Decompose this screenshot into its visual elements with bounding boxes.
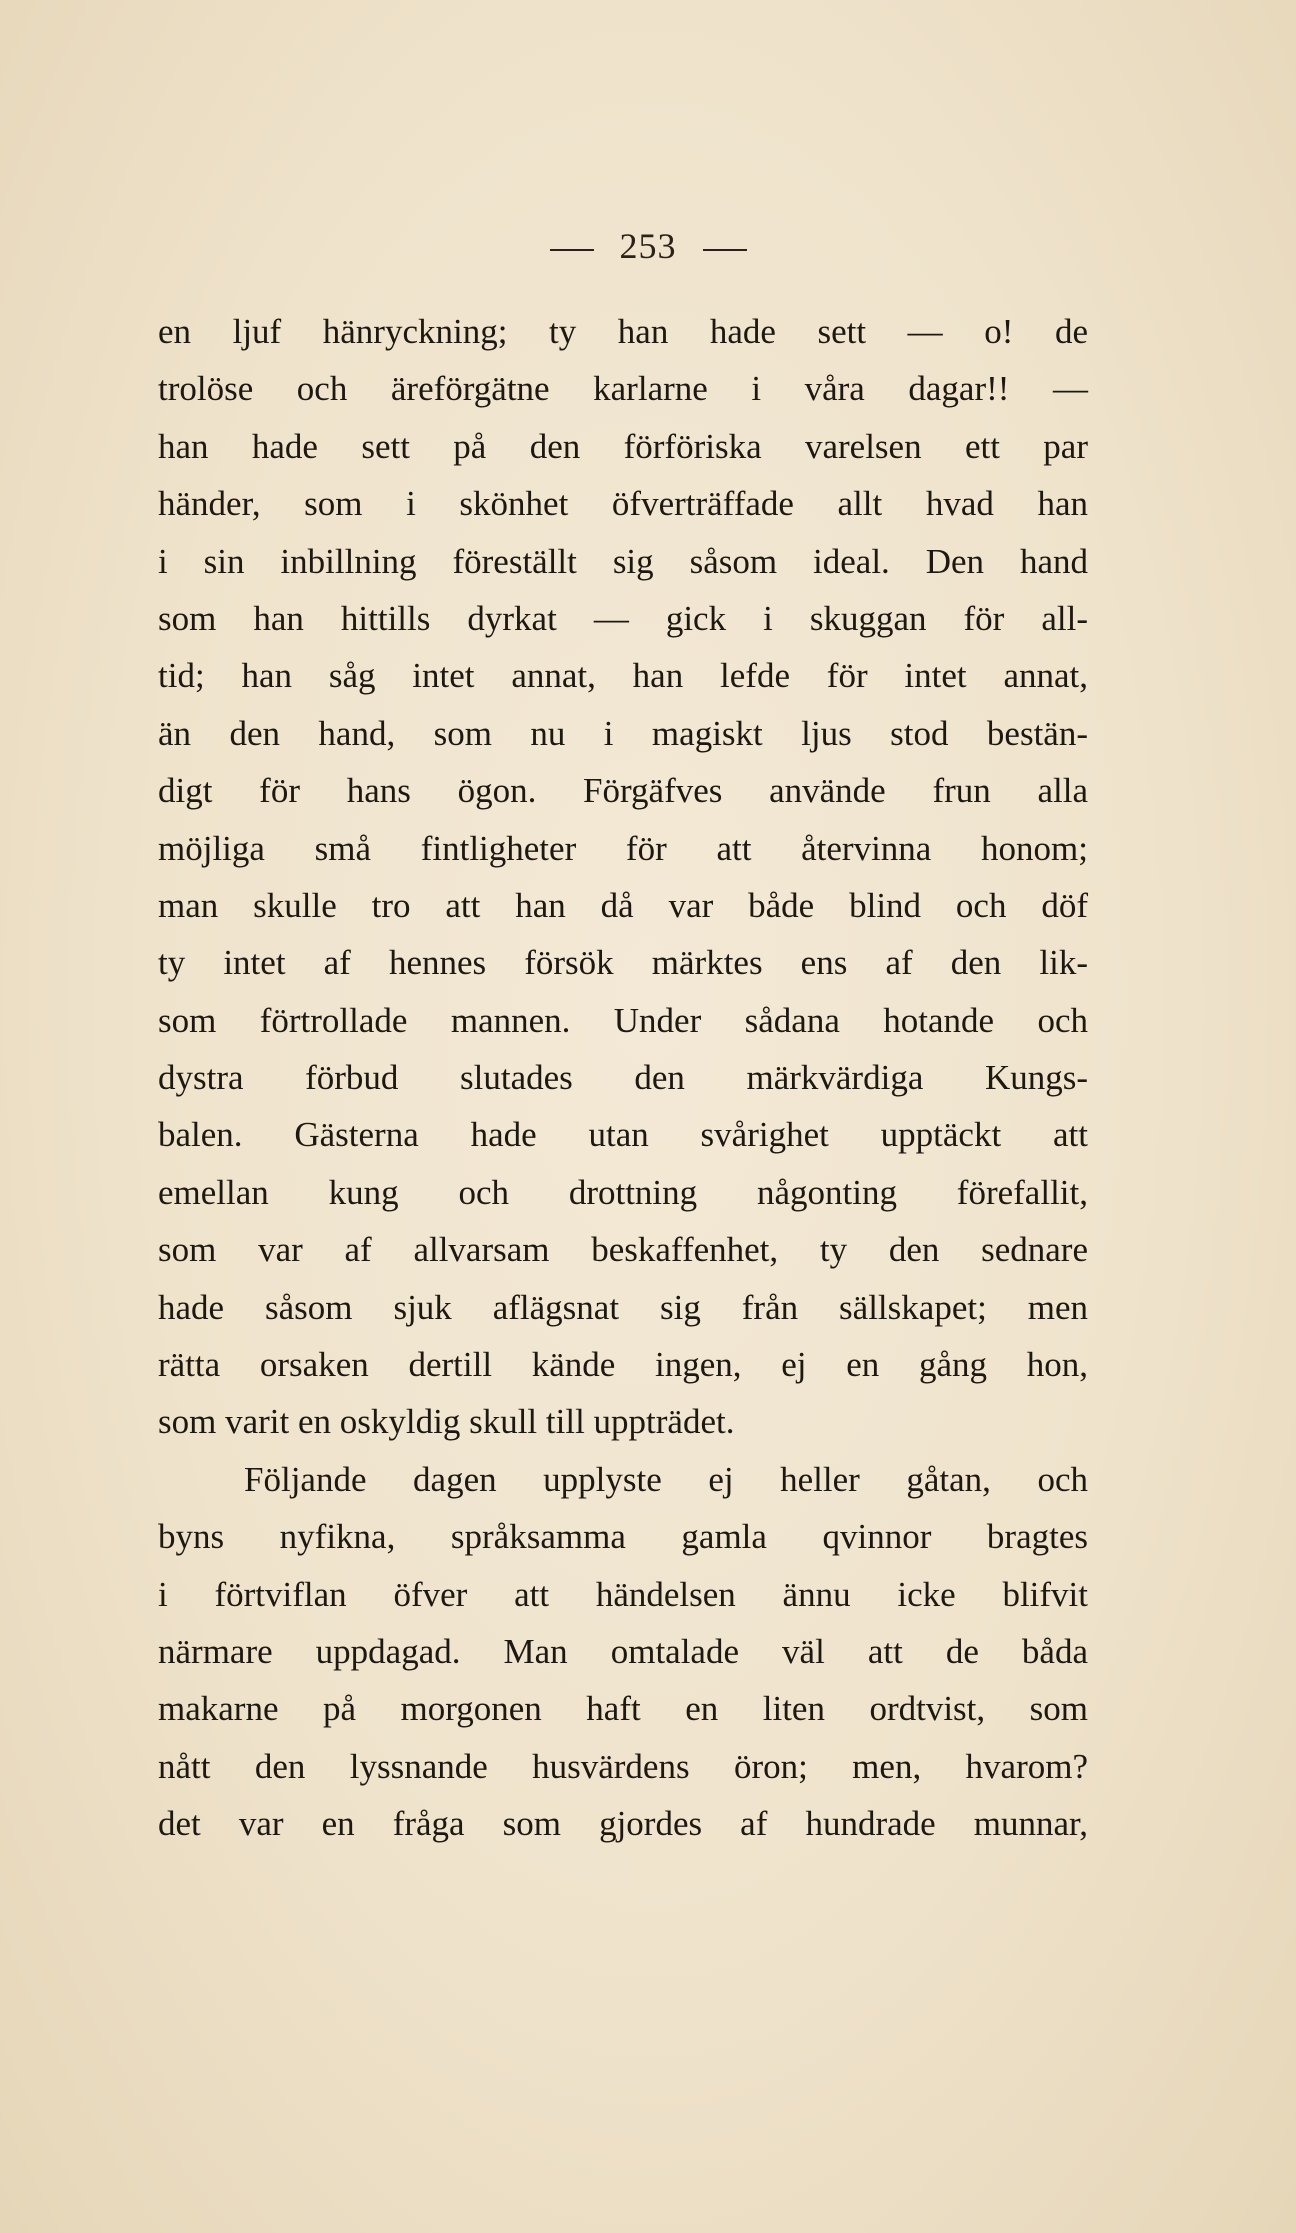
text-line: som var af allvarsam beskaffenhet, ty den sednare — [158, 1230, 1088, 1270]
text-line: han hade sett på den förföriska varelsen ett par — [158, 426, 1088, 466]
text-line: som förtrollade mannen. Under sådana hotande och — [158, 1000, 1088, 1040]
text-line: möjliga små fintligheter för att återvinna honom; — [158, 828, 1088, 868]
page-number: 253 — [619, 226, 677, 266]
text-line: i förtviflan öfver att händelsen ännu icke blifvit — [158, 1574, 1088, 1614]
paragraph-start-line: Följande dagen upplyste ej heller gåtan, och — [244, 1459, 1088, 1499]
text-line: emellan kung och drottning någonting förefallit, — [158, 1172, 1088, 1212]
text-line: tid; han såg intet annat, han lefde för intet annat, — [158, 656, 1088, 696]
text-line: trolöse och äreförgätne karlarne i våra dagar!! — — [158, 369, 1088, 409]
page-number-header — [0, 225, 1296, 267]
text-line: det var en fråga som gjordes af hundrade munnar, — [158, 1804, 1088, 1844]
text-line: man skulle tro att han då var både blind och döf — [158, 885, 1088, 925]
paragraph-end-line: som varit en oskyldig skull till uppträdet. — [158, 1402, 735, 1442]
text-line: än den hand, som nu i magiskt ljus stod bestän- — [158, 713, 1088, 753]
right-dash — [703, 249, 747, 251]
text-line: dystra förbud slutades den märkvärdiga Kungs- — [158, 1058, 1088, 1098]
text-line: digt för hans ögon. Förgäfves använde frun alla — [158, 771, 1088, 811]
text-line: som han hittills dyrkat — gick i skuggan för all- — [158, 598, 1088, 638]
text-line: makarne på morgonen haft en liten ordtvist, som — [158, 1689, 1088, 1729]
text-line: ty intet af hennes försök märktes ens af den lik- — [158, 943, 1088, 983]
left-dash — [550, 249, 594, 251]
text-line: närmare uppdagad. Man omtalade väl att de båda — [158, 1631, 1088, 1671]
text-line: rätta orsaken dertill kände ingen, ej en gång hon, — [158, 1345, 1088, 1385]
body-text — [158, 303, 1088, 1853]
text-line: hade såsom sjuk aflägsnat sig från sällskapet; men — [158, 1287, 1088, 1327]
text-line: byns nyfikna, språksamma gamla qvinnor bragtes — [158, 1517, 1088, 1557]
text-line: i sin inbillning föreställt sig såsom ideal. Den hand — [158, 541, 1088, 581]
text-line: händer, som i skönhet öfverträffade allt hvad han — [158, 484, 1088, 524]
text-line: nått den lyssnande husvärdens öron; men, hvarom? — [158, 1746, 1088, 1786]
text-line: en ljuf hänryckning; ty han hade sett — o! de — [158, 312, 1088, 351]
text-line: balen. Gästerna hade utan svårighet upptäckt att — [158, 1115, 1088, 1155]
